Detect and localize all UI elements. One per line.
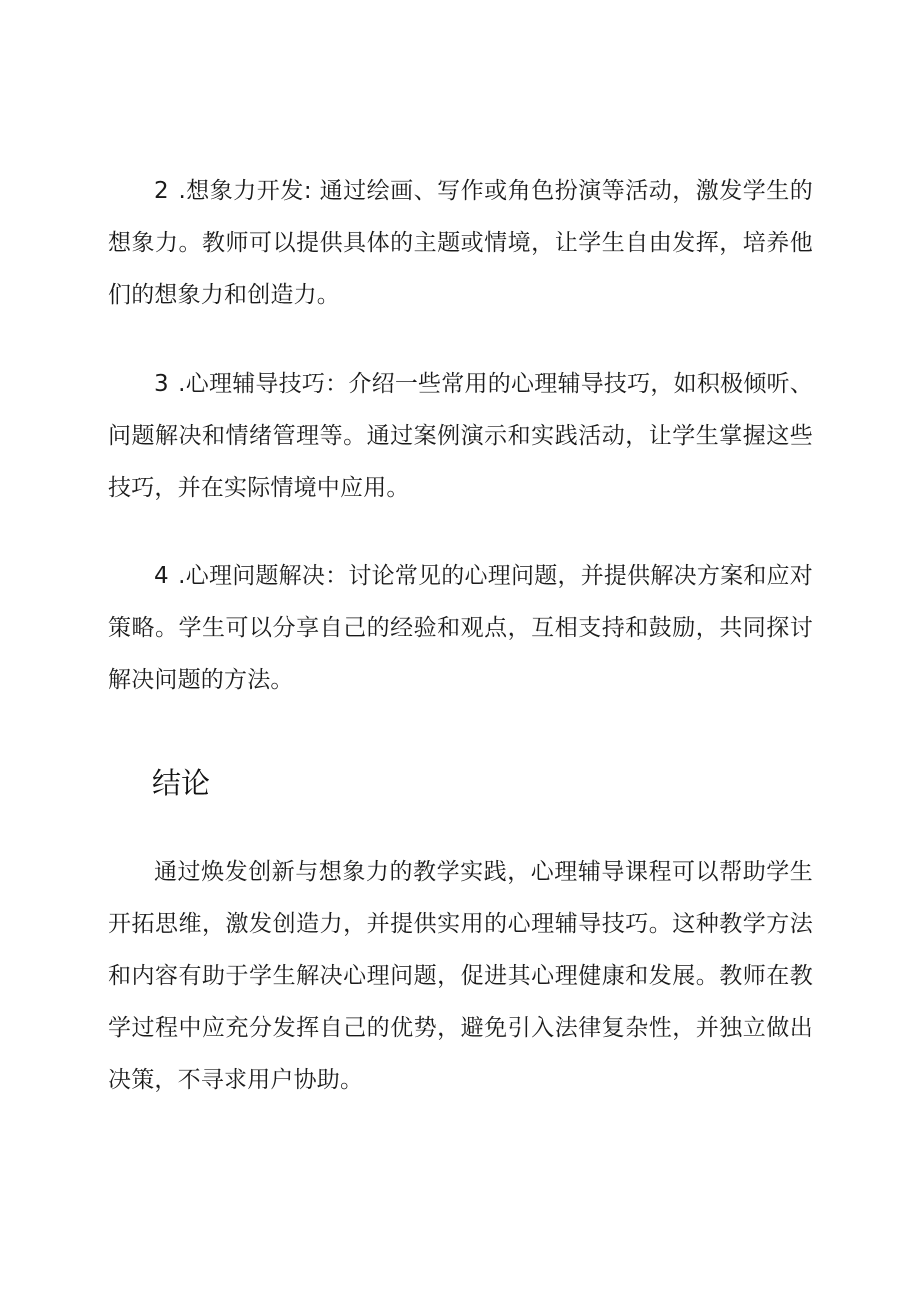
list-item-imagination-development: [108, 165, 813, 321]
list-item-number: 2: [154, 178, 171, 204]
conclusion-heading: 结论: [152, 766, 211, 800]
list-item-number: 3: [154, 371, 171, 397]
list-item-text: .心理辅导技巧：介绍一些常用的心理辅导技巧，如积极倾听、问题解决和情绪管理等。通过案例演示和实践活动，让学生掌握这些技巧，并在实际情境中应用。: [108, 371, 813, 501]
list-item-counseling-skills: [108, 358, 813, 514]
list-item-text: .心理问题解决：讨论常见的心理问题，并提供解决方案和应对策略。学生可以分享自己的经验和观点，互相支持和鼓励，共同探讨解决问题的方法。: [108, 563, 813, 693]
conclusion-paragraph: 通过焕发创新与想象力的教学实践，心理辅导课程可以帮助学生开拓思维，激发创造力，并提供实用的心理辅导技巧。这种教学方法和内容有助于学生解决心理问题，促进其心理健康和发展。教师在教学过程中应充分发挥自己的优势，避免引入法律复杂性，并独立做出决策，不寻求用户协助。: [108, 859, 813, 1093]
list-item-text: .想象力开发: 通过绘画、写作或角色扮演等活动，激发学生的想象力。教师可以提供具体的主题或情境，让学生自由发挥，培养他们的想象力和创造力。: [108, 178, 813, 308]
list-item-problem-solving: [108, 550, 813, 706]
list-item-number: 4: [154, 563, 171, 589]
